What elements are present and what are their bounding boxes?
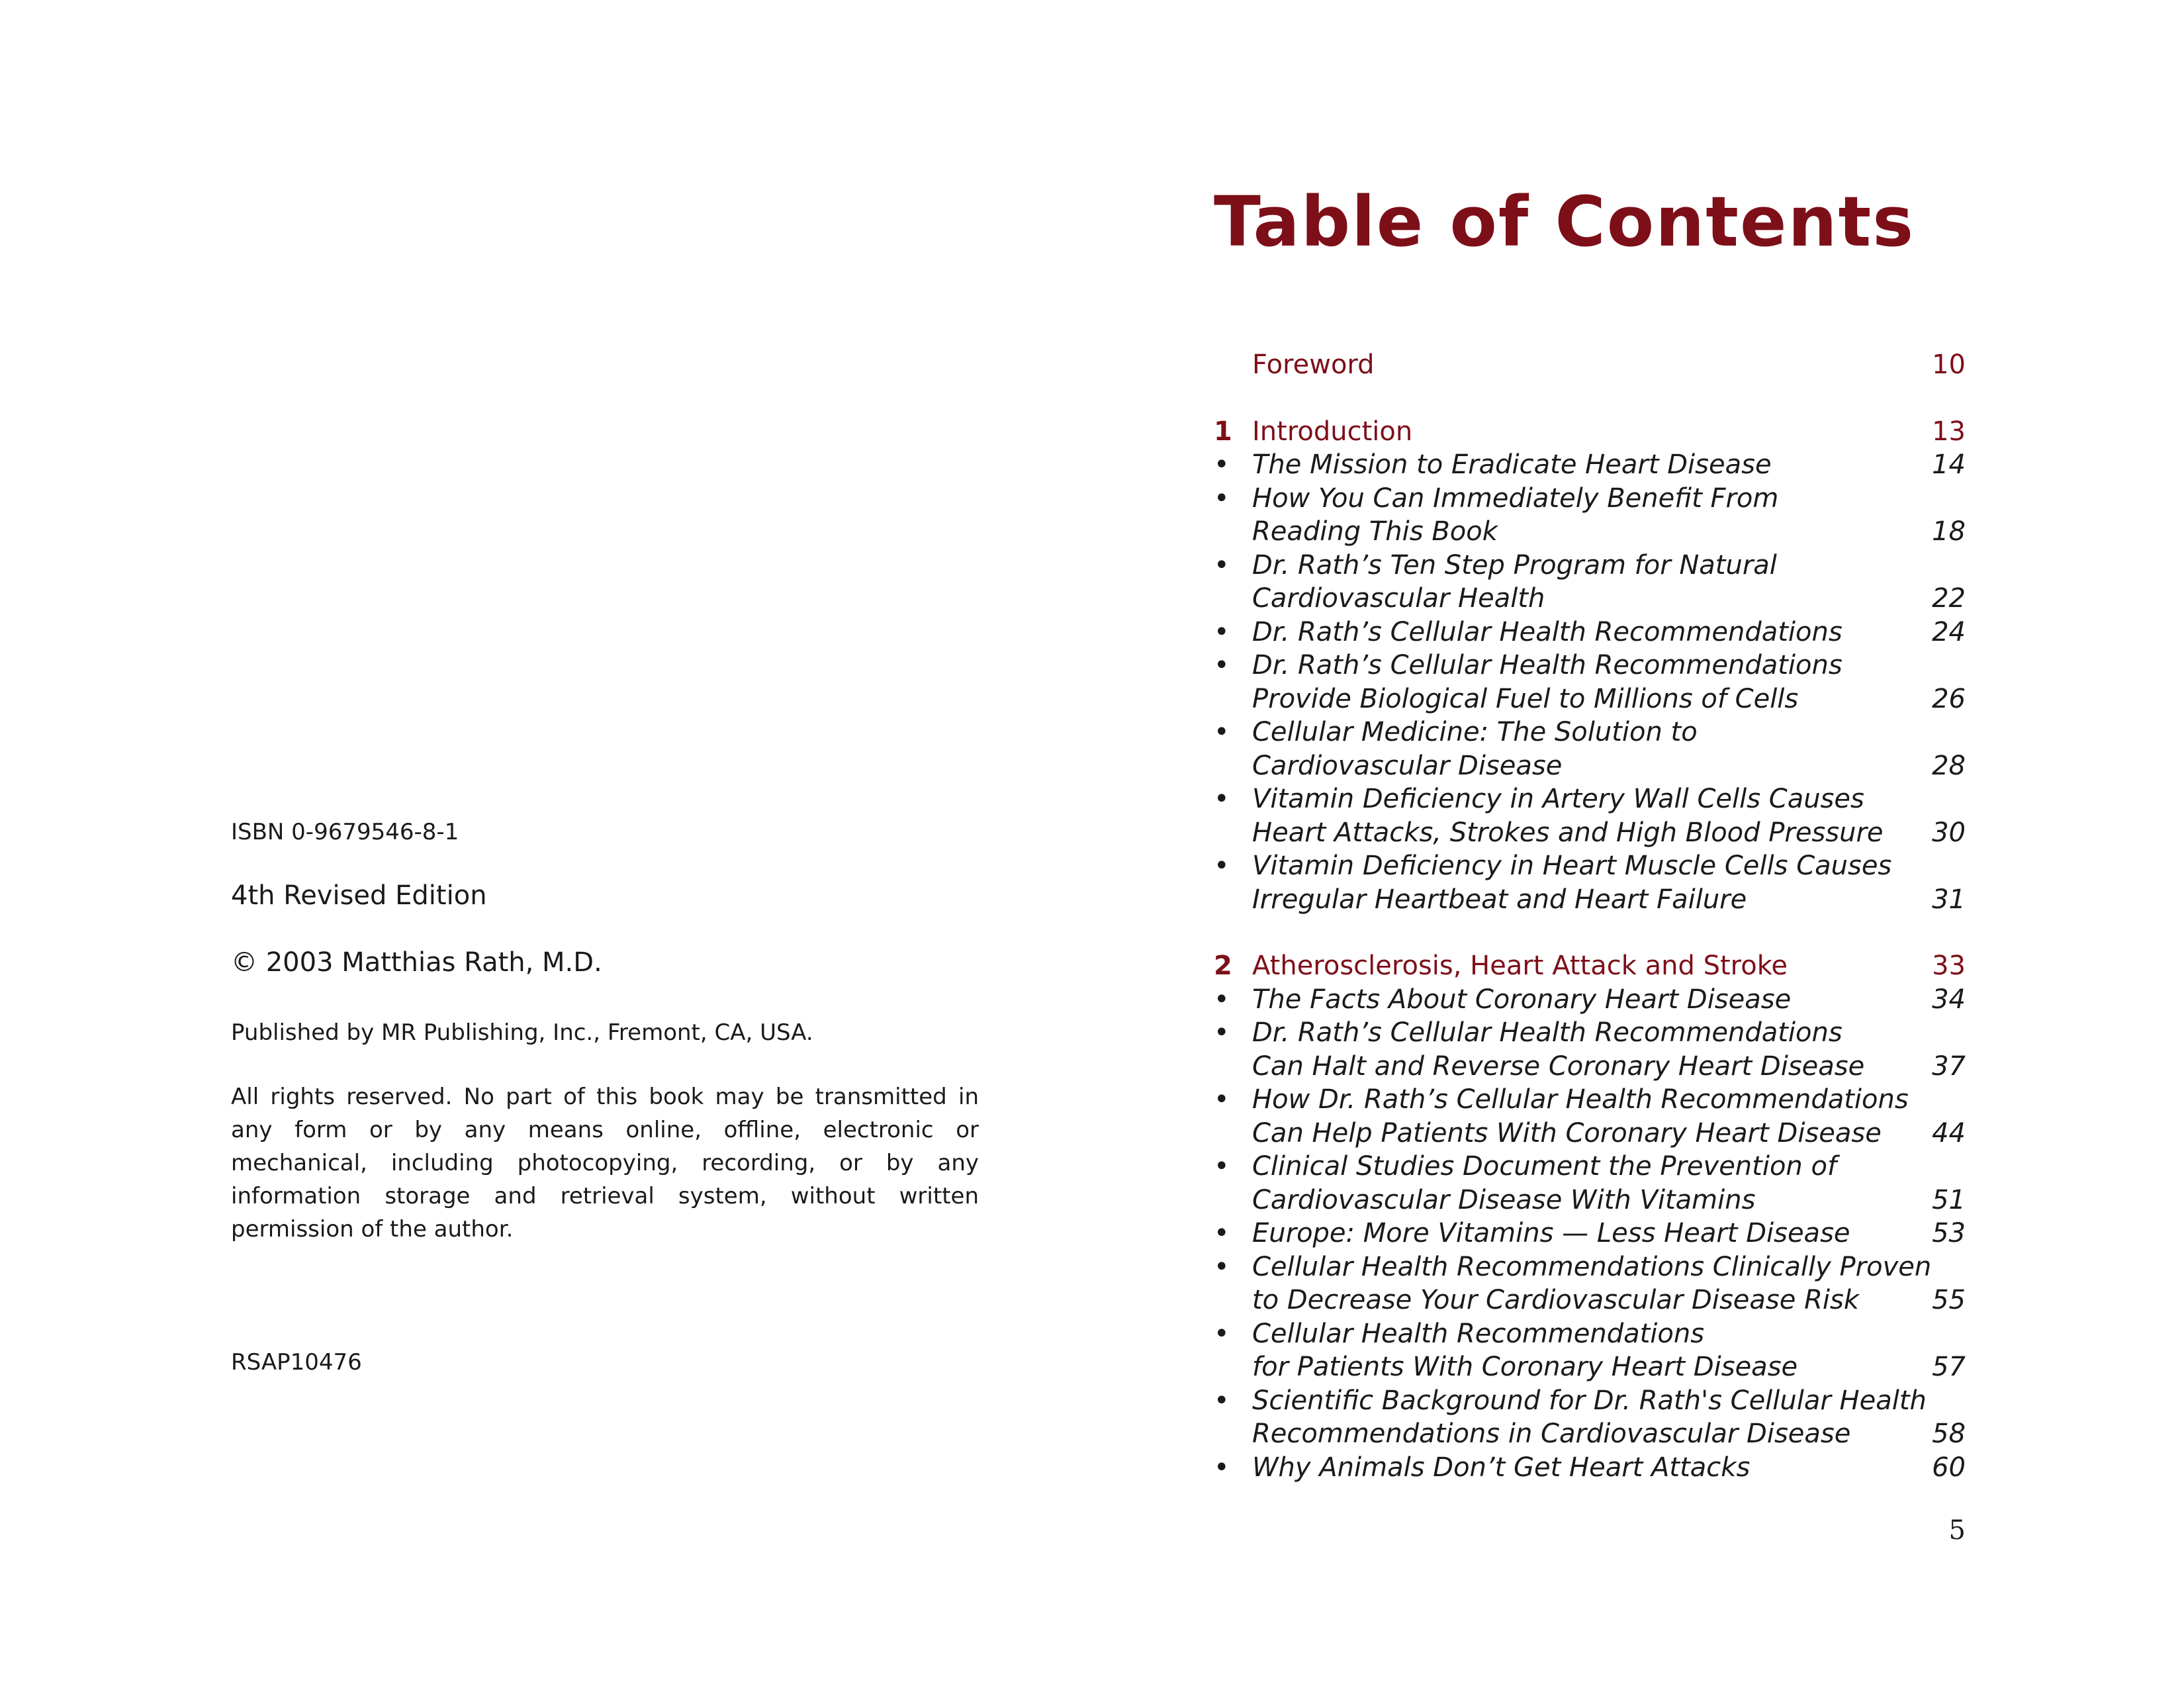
toc-page-number: 14 — [1932, 449, 1966, 480]
publisher-line: Published by MR Publishing, Inc., Fremont, CA, USA. — [231, 1019, 813, 1046]
print-code: RSAP10476 — [231, 1349, 362, 1376]
toc-page-number: 51 — [1932, 1184, 1966, 1215]
rights-notice: All rights reserved. No part of this book may be transmitted in any form or by any means online, offline, electronic or mechanical, including photocopying, recording, or by any information storage and retrieval system, without written permission of the author. — [231, 1084, 979, 1243]
bullet-marker: • — [1214, 984, 1230, 1015]
page-number: 5 — [1948, 1515, 1966, 1546]
toc-item-row — [1214, 1083, 1966, 1117]
bullet-marker: • — [1214, 616, 1230, 647]
toc-item-row — [1214, 883, 1966, 917]
toc-entry-title: Dr. Rath’s Cellular Health Recommendations — [1252, 650, 1843, 680]
toc-page-number: 13 — [1932, 416, 1966, 447]
toc-item-row — [1214, 682, 1966, 716]
toc-entry-title: Scientific Background for Dr. Rath's Cellular Health — [1252, 1385, 1927, 1416]
toc-page-number: 24 — [1932, 616, 1966, 647]
toc-page-number: 26 — [1932, 683, 1966, 714]
toc-entry-title: Dr. Rath’s Ten Step Program for Natural — [1252, 549, 1777, 581]
toc-item-row — [1214, 1384, 1966, 1418]
toc-item-row — [1214, 1184, 1966, 1217]
toc-entry-title: Europe: More Vitamins — Less Heart Disease — [1252, 1218, 1850, 1248]
bullet-marker: • — [1214, 483, 1230, 514]
toc-item-row — [1214, 1217, 1966, 1250]
toc-item-row — [1214, 849, 1966, 883]
toc-page-number: 58 — [1932, 1419, 1966, 1449]
toc-entry-title: Reading This Book — [1252, 516, 1498, 547]
toc-entry-title: Why Animals Don’t Get Heart Attacks — [1252, 1452, 1751, 1483]
toc-item-row — [1214, 582, 1966, 616]
toc-entry-title: Cardiovascular Disease — [1252, 750, 1563, 781]
toc-page-number: 57 — [1932, 1352, 1966, 1382]
toc-item-row — [1214, 816, 1966, 850]
toc-entry-title: Dr. Rath’s Cellular Health Recommendations — [1252, 1017, 1843, 1048]
toc-entry-title: The Mission to Eradicate Heart Disease — [1252, 449, 1772, 480]
bullet-marker: • — [1214, 1318, 1230, 1349]
chapter-number: 1 — [1214, 416, 1232, 447]
bullet-marker: • — [1214, 784, 1230, 814]
toc-entry-title: Atherosclerosis, Heart Attack and Stroke — [1252, 951, 1788, 981]
toc-page-number: 34 — [1932, 984, 1966, 1015]
toc-entry-title: Clinical Studies Document the Prevention of — [1252, 1151, 1837, 1182]
toc-entry-title: to Decrease Your Cardiovascular Disease Risk — [1252, 1285, 1859, 1315]
bullet-marker: • — [1214, 1218, 1230, 1248]
toc-entry-title: for Patients With Coronary Heart Disease — [1252, 1352, 1798, 1382]
toc-entry-title: Vitamin Deficiency in Heart Muscle Cells Causes — [1252, 851, 1892, 881]
toc-item-row — [1214, 1451, 1966, 1485]
page-title: Table of Contents — [1214, 181, 1915, 262]
bullet-marker: • — [1214, 449, 1230, 480]
toc-entry-title: Irregular Heartbeat and Heart Failure — [1252, 884, 1747, 915]
toc-item-row — [1214, 749, 1966, 783]
toc-entry-title: The Facts About Coronary Heart Disease — [1252, 984, 1792, 1015]
toc-item-row — [1214, 1016, 1966, 1050]
toc-chapter-row — [1214, 949, 1966, 983]
toc-entry-title: Can Help Patients With Coronary Heart Disease — [1252, 1117, 1882, 1149]
toc-entry-title: Introduction — [1252, 416, 1413, 447]
toc-page-number: 44 — [1932, 1117, 1966, 1149]
toc-entry-title: How Dr. Rath’s Cellular Health Recommendations — [1252, 1084, 1909, 1115]
toc-chapter-row — [1214, 415, 1966, 449]
toc-item-row — [1214, 1350, 1966, 1384]
toc-item-row — [1214, 1317, 1966, 1351]
edition-line: 4th Revised Edition — [231, 880, 487, 911]
imprint-page — [231, 0, 979, 1688]
bullet-marker: • — [1214, 1151, 1230, 1182]
toc-entry-title: Heart Attacks, Strokes and High Blood Pressure — [1252, 817, 1884, 848]
toc-item-row — [1214, 1117, 1966, 1150]
toc-item-row — [1214, 1050, 1966, 1084]
toc-item-row — [1214, 616, 1966, 649]
toc-item-row — [1214, 716, 1966, 749]
bullet-marker: • — [1214, 1084, 1230, 1115]
toc-page-number: 53 — [1932, 1218, 1966, 1248]
toc-entry-title: Cellular Medicine: The Solution to — [1252, 717, 1698, 747]
toc-page-number: 28 — [1932, 750, 1966, 781]
bullet-marker: • — [1214, 851, 1230, 881]
bullet-marker: • — [1214, 650, 1230, 680]
bullet-marker: • — [1214, 1385, 1230, 1416]
bullet-marker: • — [1214, 1452, 1230, 1483]
toc-entry-title: Provide Biological Fuel to Millions of Cells — [1252, 683, 1799, 714]
toc-page-number: 18 — [1932, 516, 1966, 547]
toc-entry-title: Foreword — [1252, 350, 1375, 380]
bullet-marker: • — [1214, 1017, 1230, 1048]
toc-page-number: 60 — [1932, 1452, 1966, 1483]
toc-entry-title: Dr. Rath’s Cellular Health Recommendations — [1252, 616, 1843, 647]
toc-entry-title: Can Halt and Reverse Coronary Heart Disease — [1252, 1051, 1865, 1082]
toc-item-row — [1214, 782, 1966, 816]
toc-entry-title: How You Can Immediately Benefit From — [1252, 483, 1779, 514]
toc-entry-title: Recommendations in Cardiovascular Disease — [1252, 1419, 1851, 1449]
bullet-marker: • — [1214, 717, 1230, 747]
toc-item-row — [1214, 549, 1966, 583]
copyright-line: © 2003 Matthias Rath, M.D. — [231, 947, 602, 978]
chapter-number: 2 — [1214, 951, 1232, 981]
toc-item-row — [1214, 1417, 1966, 1451]
toc-page-number: 30 — [1932, 817, 1966, 848]
toc-page-number: 10 — [1932, 350, 1966, 380]
bullet-marker: • — [1214, 1251, 1230, 1282]
toc-entry-title: Vitamin Deficiency in Artery Wall Cells Causes — [1252, 784, 1864, 814]
toc-item-row — [1214, 448, 1966, 482]
toc-page-number: 33 — [1932, 951, 1966, 981]
toc-item-row — [1214, 983, 1966, 1017]
toc-item-row — [1214, 649, 1966, 682]
toc-list — [1214, 348, 1966, 1484]
toc-item-row — [1214, 515, 1966, 549]
toc-item-row — [1214, 482, 1966, 516]
toc-page-number: 22 — [1932, 583, 1966, 614]
toc-page-number: 55 — [1932, 1285, 1966, 1315]
toc-chapter-row — [1214, 348, 1966, 382]
isbn-line: ISBN 0-9679546-8-1 — [231, 819, 459, 845]
toc-page-number: 31 — [1932, 884, 1966, 915]
toc-page — [1214, 0, 1966, 1688]
toc-entry-title: Cardiovascular Disease With Vitamins — [1252, 1184, 1756, 1215]
toc-item-row — [1214, 1150, 1966, 1184]
toc-item-row — [1214, 1250, 1966, 1284]
toc-item-row — [1214, 1284, 1966, 1317]
toc-entry-title: Cellular Health Recommendations Clinically Proven — [1252, 1251, 1932, 1282]
bullet-marker: • — [1214, 549, 1230, 581]
toc-entry-title: Cellular Health Recommendations — [1252, 1318, 1705, 1349]
toc-page-number: 37 — [1932, 1051, 1966, 1082]
toc-entry-title: Cardiovascular Health — [1252, 583, 1545, 614]
